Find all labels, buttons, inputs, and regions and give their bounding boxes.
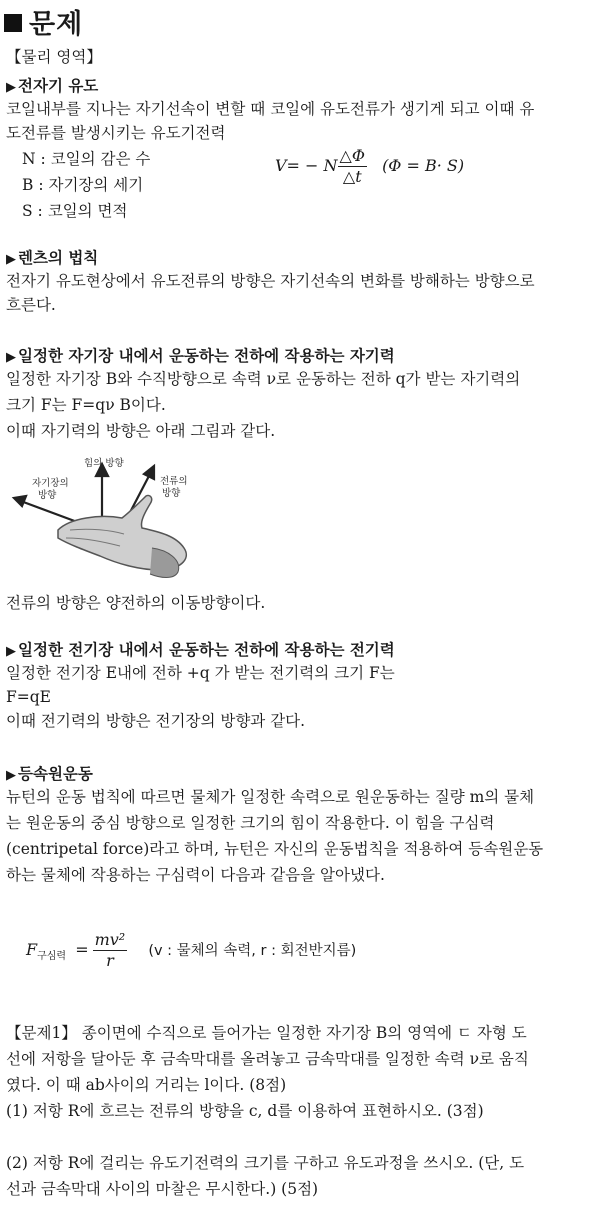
circular-text-3: (centripetal force)라고 하며, 뉴턴은 자신의 운동법칙을 적용하여 등속원운동	[6, 840, 544, 858]
centripetal-formula: $F_{구심력}$ = $\frac{\text{mv²}}{r}$ (v : 물체의 속력, r : 회전반지름)	[26, 930, 357, 970]
induction-text-2: 도전류를 발생시키는 유도기전력	[6, 124, 226, 142]
magnetic-text-3: 이때 자기력의 방향은 아래 그림과 같다.	[6, 422, 276, 440]
electric-text-3: 이때 전기력의 방향은 전기장의 방향과 같다.	[6, 712, 306, 730]
circular-text-2: 는 원운동의 중심 방향으로 일정한 크기의 힘이 작용한다. 이 힘을 구심력	[6, 814, 495, 832]
heading-electric-force: ▶ 일정한 전기장 내에서 운동하는 전하에 작용하는 전기력	[6, 641, 395, 659]
current-arrow-head-icon	[144, 466, 154, 479]
triangle-bullet-icon: ▶	[6, 644, 16, 659]
question-2-line-2: 선과 금속막대 사이의 마찰은 무시한다.) (5점)	[6, 1180, 319, 1198]
heading-circular-motion: ▶ 등속원운동	[6, 765, 93, 783]
triangle-bullet-icon: ▶	[6, 80, 16, 95]
problem-text-3: 였다. 이 때 ab사이의 거리는 l이다. (8점)	[6, 1076, 287, 1094]
heading-induction: ▶ 전자기 유도	[6, 77, 99, 95]
lenz-text-2: 흐른다.	[6, 296, 56, 314]
magnetic-text-2: 크기 F는 F=qν B이다.	[6, 396, 166, 414]
hand-illustration	[58, 495, 186, 577]
def-s: S : 코일의 면적	[22, 202, 128, 220]
fig-label-field-2: 방향	[38, 490, 57, 501]
problem-text-1: 【문제1】 종이면에 수직으로 들어가는 일정한 자기장 B의 영역에 ㄷ 자형 도	[6, 1024, 527, 1042]
def-b: B : 자기장의 세기	[22, 176, 144, 194]
fig-label-force: 힘의 방향	[84, 458, 124, 469]
current-direction-note: 전류의 방향은 양전하의 이동방향이다.	[6, 594, 266, 612]
section-tag: 【물리 영역】	[6, 48, 102, 66]
heading-lenz: ▶ 렌츠의 법칙	[6, 249, 99, 267]
fig-label-current-1: 전류의	[160, 476, 188, 487]
electric-text-2: F=qE	[6, 688, 51, 706]
fig-label-field-1: 자기장의	[32, 478, 69, 489]
electric-text-1: 일정한 전기장 E내에 전하 +q 가 받는 전기력의 크기 F는	[6, 664, 395, 682]
square-bullet-icon	[4, 14, 22, 32]
triangle-bullet-icon: ▶	[6, 350, 16, 365]
fig-label-current-2: 방향	[162, 488, 181, 499]
question-2-line-1: (2) 저항 R에 걸리는 유도기전력의 크기를 구하고 유도과정을 쓰시오. (단, 도	[6, 1154, 525, 1172]
right-hand-rule-figure	[0, 452, 240, 592]
lenz-text-1: 전자기 유도현상에서 유도전류의 방향은 자기선속의 변화를 방해하는 방향으로	[6, 272, 535, 290]
field-arrow-head-icon	[14, 496, 26, 506]
question-1: (1) 저항 R에 흐르는 전류의 방향을 c, d를 이용하여 표현하시오. (3점)	[6, 1102, 484, 1120]
triangle-bullet-icon: ▶	[6, 768, 16, 783]
page-title: 문제	[4, 2, 83, 41]
induction-text-1: 코일내부를 지나는 자기선속이 변할 때 코일에 유도전류가 생기게 되고 이때 유	[6, 100, 535, 118]
induction-formula: V= − N $\frac{\triangle\Phi}{\triangle t}$ (Φ = B· S)	[275, 146, 465, 186]
problem-text-2: 선에 저항을 달아둔 후 금속막대를 올려놓고 금속막대를 일정한 속력 ν로 움직	[6, 1050, 529, 1068]
heading-magnetic-force: ▶ 일정한 자기장 내에서 운동하는 전하에 작용하는 자기력	[6, 347, 395, 365]
circular-text-1: 뉴턴의 운동 법칙에 따르면 물체가 일정한 속력으로 원운동하는 질량 m의 물체	[6, 788, 535, 806]
magnetic-text-1: 일정한 자기장 B와 수직방향으로 속력 ν로 운동하는 전하 q가 받는 자기력의	[6, 370, 521, 388]
def-n: N : 코일의 감은 수	[22, 150, 151, 168]
circular-text-4: 하는 물체에 작용하는 구심력이 다음과 같음을 알아냈다.	[6, 866, 385, 884]
triangle-bullet-icon: ▶	[6, 252, 16, 267]
